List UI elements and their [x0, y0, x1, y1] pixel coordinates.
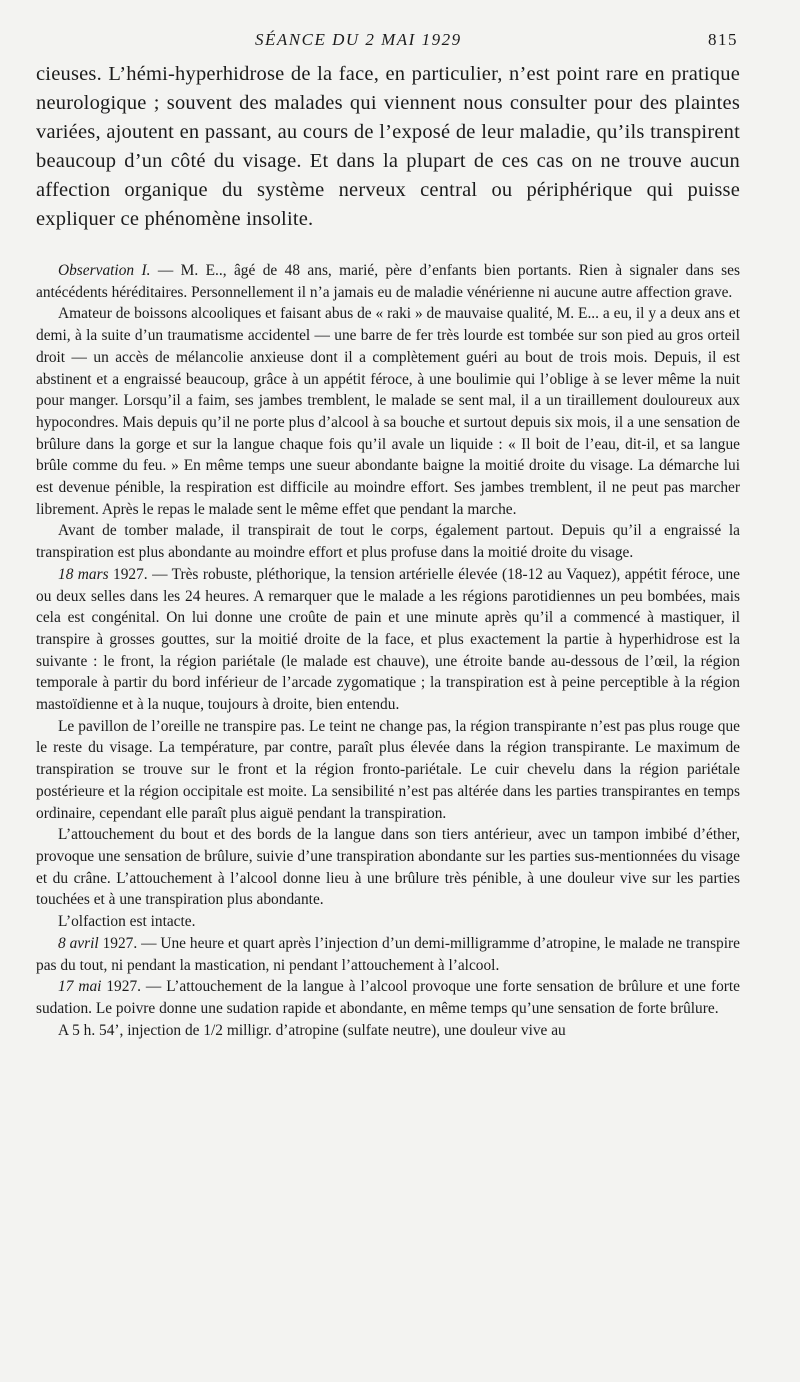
paragraph-olfaction: L’olfaction est intacte. — [58, 913, 196, 931]
date-17-mai: 17 mai — [58, 978, 102, 996]
observation-section — [36, 260, 740, 1041]
lead-section — [36, 60, 740, 234]
paragraph-pavillon: Le pavillon de l’oreille ne transpire pas. Le teint ne change pas, la région transpirante n’est pas plus rouge que le reste du visage. La température, par contre, paraît plus élevée dans la région transpirante. Le maximum de transpiration se trouve sur le front et la région fronto-pariétale. Le cuir chevelu dans la région pariétale postérieure et la région occipitale est moite. La sensibilité n’est pas altérée dans les parties transpirantes en temps ordinaire, cependant elle paraît plus aiguë pendant la transpiration. — [36, 717, 740, 822]
paragraph-8-avril-text: 1927. — Une heure et quart après l’injection d’un demi-milligramme d’atropine, le malade ne transpire pas du tout, ni pendant la mastication, ni pendant l’attouchement à l’alcool. — [36, 934, 740, 974]
page-number: 815 — [708, 30, 738, 49]
paragraph-attouchement: L’attouchement du bout et des bords de la langue dans son tiers antérieur, avec un tampon imbibé d’éther, provoque une sensation de brûlure, suivie d’une transpiration abondante sur les parties sus-mentionnées du visage et du crâne. L’attouchement à l’alcool donne lieu à une brûlure très pénible, à une douleur vive sur les parties touchées et à une transpiration plus abondante. — [36, 826, 740, 909]
paragraph-18-mars — [36, 564, 740, 716]
paragraph-17-mai — [36, 976, 740, 1019]
paragraph-avant: Avant de tomber malade, il transpirait de tout le corps, également partout. Depuis qu’il a engraissé la transpiration est plus abondante au moindre effort et plus profuse dans la moitié droite du visage. — [36, 522, 740, 562]
running-title: SÉANCE DU 2 MAI 1929 — [255, 30, 462, 49]
date-18-mars: 18 mars — [58, 565, 109, 583]
observation-intro-text: — M. E.., âgé de 48 ans, marié, père d’enfants bien portants. Rien à signaler dans ses antécédents héréditaires. Personnellement il n’a jamais eu de maladie vénérienne ni aucune autre affection grave. — [36, 262, 740, 301]
paragraph-last: A 5 h. 54’, injection de 1/2 milligr. d’atropine (sulfate neutre), une douleur vive au — [58, 1021, 566, 1039]
paragraph-amateur: Amateur de boissons alcooliques et faisant abus de « raki » de mauvaise qualité, M. E... a eu, il y a deux ans et demi, à la suite d’un traumatisme accidentel — une barre de fer très lourde est tombée sur son pied au gros orteil droit — un accès de mélancolie anxieuse dont il a complètement guéri au bout de trois mois. Depuis, il est abstinent et a engraissé beaucoup, grâce à un appétit féroce, à une boulimie qui l’oblige à se lever même la nuit pour manger. Lorsqu’il a faim, ses jambes tremblent, le malade se sent mal, il a un tiraillement douloureux aux hypocondres. Mais depuis qu’il ne porte plus d’alcool à sa bouche et surtout depuis six mois, il a une sensation de brûlure dans la gorge et sur la langue chaque fois qu’il avale un liquide : « Il boit de l’eau, dit-il, et sa langue brûle comme du feu. » En même temps une sueur abondante baigne la moitié droite du visage. La démarche lui est devenue pénible, la respiration est difficile au moindre effort. Ses jambes tremblent, il ne peut pas marcher librement. Après le repas le malade sent le même effet que pendant la marche. — [36, 305, 740, 518]
paragraph-17-mai-text: 1927. — L’attouchement de la langue à l’alcool provoque une forte sensation de brûlure et une forte sudation. Le poivre donne une sudation rapide et abondante, en même temps qu’une sensation de forte brûlure. — [36, 978, 740, 1017]
observation-intro — [36, 260, 740, 303]
observation-heading: Observation I. — [58, 262, 151, 279]
paragraph-18-mars-text: 1927. — Très robuste, pléthorique, la tension artérielle élevée (18-12 au Vaquez), appétit féroce, une ou deux selles dans les 24 heures. A remarquer que le malade a les régions parotidiennes un peu bombées, mais cela est congénital. On lui donne une croûte de pain et une minute après qu’il a commencé à mastiquer, il transpire à grosses gouttes, sur la moitié droite de la face, et plus exactement la partie à hyperhidrose est la suivante : le front, la région pariétale (le malade est chauve), une étroite bande au-dessous de l’œil, la région temporale à partir du bord inférieur de l’arcade zygomatique ; la transpiration est à peine perceptible à la région mastoïdienne et à la nuque, toujours à droite, bien entendu. — [36, 565, 740, 714]
page-body — [36, 60, 740, 1041]
paragraph-8-avril — [36, 933, 740, 976]
page-header — [255, 30, 738, 52]
lead-paragraph: cieuses. L’hémi-hyperhidrose de la face, en particulier, n’est point rare en pratique neurologique ; souvent des malades qui viennent nous consulter pour des plaintes variées, ajoutent en passant, au cours de l’exposé de leur maladie, qu’ils transpirent beaucoup d’un côté du visage. Et dans la plupart de ces cas on ne trouve aucun affection organique du système nerveux central ou périphérique qui puisse expliquer ce phénomène insolite. — [36, 63, 740, 230]
date-8-avril: 8 avril — [58, 934, 99, 952]
